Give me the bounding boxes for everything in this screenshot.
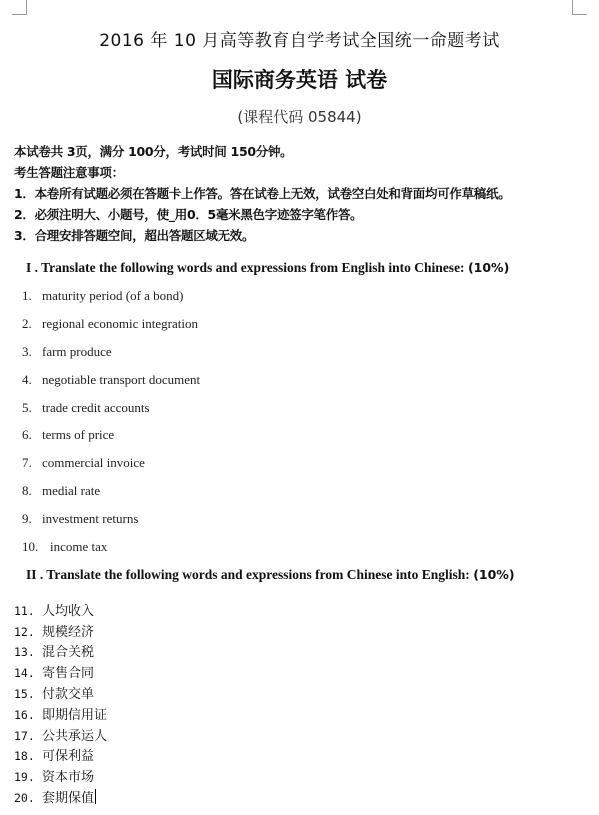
item-number: 2. bbox=[22, 316, 32, 331]
item-text: terms of price bbox=[42, 427, 115, 442]
item-text: medial rate bbox=[42, 483, 101, 498]
text-cursor bbox=[95, 789, 96, 804]
list-item[interactable] bbox=[14, 787, 96, 806]
list-item bbox=[14, 745, 94, 764]
list-item bbox=[22, 511, 138, 527]
list-item bbox=[14, 725, 107, 744]
item-text: 付款交单 bbox=[42, 687, 95, 702]
list-item bbox=[14, 766, 94, 785]
item-text: 即期信用证 bbox=[42, 708, 108, 723]
list-item bbox=[22, 427, 114, 443]
item-text: commercial invoice bbox=[42, 455, 145, 470]
item-text: 混合关税 bbox=[42, 645, 95, 660]
notice-line: 本试卷共 3页，满分 100分，考试时间 150分钟。 bbox=[14, 144, 293, 159]
section-1-heading-text: I . Translate the following words and expressions from English into Chinese: bbox=[26, 260, 465, 275]
item-text: regional economic integration bbox=[42, 316, 198, 331]
item-text: farm produce bbox=[42, 344, 112, 359]
list-item bbox=[14, 704, 107, 723]
list-item bbox=[14, 662, 94, 681]
item-number: 18. bbox=[14, 749, 35, 763]
item-text: 资本市场 bbox=[42, 770, 95, 785]
paper-title: 国际商务英语 试卷 bbox=[211, 68, 388, 92]
section-2-points: (10%) bbox=[473, 567, 515, 582]
item-number: 5. bbox=[22, 400, 32, 415]
section-2-heading bbox=[26, 567, 586, 583]
item-text: 可保利益 bbox=[42, 749, 95, 764]
item-number: 15. bbox=[14, 687, 35, 701]
item-text: trade credit accounts bbox=[42, 400, 150, 415]
list-item bbox=[22, 539, 107, 555]
item-number: 12. bbox=[14, 625, 35, 639]
section-1-points: (10%) bbox=[467, 260, 510, 275]
page-corner-mark-right bbox=[572, 0, 587, 15]
exam-title: 2016 年 10 月高等教育自学考试全国统一命题考试 bbox=[99, 31, 500, 51]
item-text: 公共承运人 bbox=[42, 729, 108, 744]
item-text: negotiable transport document bbox=[42, 372, 201, 387]
list-item bbox=[14, 641, 94, 660]
item-number: 14. bbox=[14, 666, 35, 680]
item-number: 1. bbox=[22, 288, 32, 303]
list-item bbox=[14, 683, 94, 702]
item-number: 4. bbox=[22, 372, 32, 387]
list-item bbox=[22, 400, 150, 416]
item-text: income tax bbox=[50, 539, 108, 554]
item-text: investment returns bbox=[42, 511, 139, 526]
course-code: (课程代码 05844) bbox=[237, 108, 362, 126]
list-item bbox=[22, 288, 184, 304]
list-item bbox=[14, 621, 94, 640]
list-item bbox=[14, 600, 94, 619]
item-number: 19. bbox=[14, 770, 35, 784]
item-number: 11. bbox=[14, 604, 35, 618]
item-number: 10. bbox=[22, 539, 39, 554]
notice-line: 1．本卷所有试题必须在答题卡上作答。答在试卷上无效，试卷空白处和背面均可作草稿纸。 bbox=[14, 186, 511, 201]
item-number: 8. bbox=[22, 483, 32, 498]
item-number: 3. bbox=[22, 344, 32, 359]
notice-line: 3．合理安排答题空间，超出答题区域无效。 bbox=[14, 228, 255, 243]
notice-line: 考生答题注意事项： bbox=[14, 165, 124, 180]
list-item bbox=[22, 372, 200, 388]
item-text: 规模经济 bbox=[42, 625, 95, 640]
list-item bbox=[22, 483, 100, 499]
item-text: 寄售合同 bbox=[42, 666, 95, 681]
item-text: 套期保值 bbox=[42, 791, 95, 806]
item-number: 13. bbox=[14, 645, 35, 659]
list-item bbox=[22, 316, 198, 332]
item-number: 6. bbox=[22, 427, 32, 442]
item-text: maturity period (of a bond) bbox=[42, 288, 184, 303]
item-number: 17. bbox=[14, 729, 35, 743]
list-item bbox=[22, 344, 112, 360]
section-2-heading-text: II . Translate the following words and expressions from Chinese into English: bbox=[26, 567, 470, 582]
notice-line: 2．必须注明大、小题号，使_用0．5毫米黑色字迹签字笔作答。 bbox=[14, 207, 363, 222]
item-text: 人均收入 bbox=[42, 604, 95, 619]
page-corner-mark-left bbox=[12, 0, 27, 15]
item-number: 20. bbox=[14, 791, 35, 805]
item-number: 16. bbox=[14, 708, 35, 722]
section-1-heading bbox=[26, 260, 586, 276]
item-number: 9. bbox=[22, 511, 32, 526]
list-item bbox=[22, 455, 145, 471]
item-number: 7. bbox=[22, 455, 32, 470]
